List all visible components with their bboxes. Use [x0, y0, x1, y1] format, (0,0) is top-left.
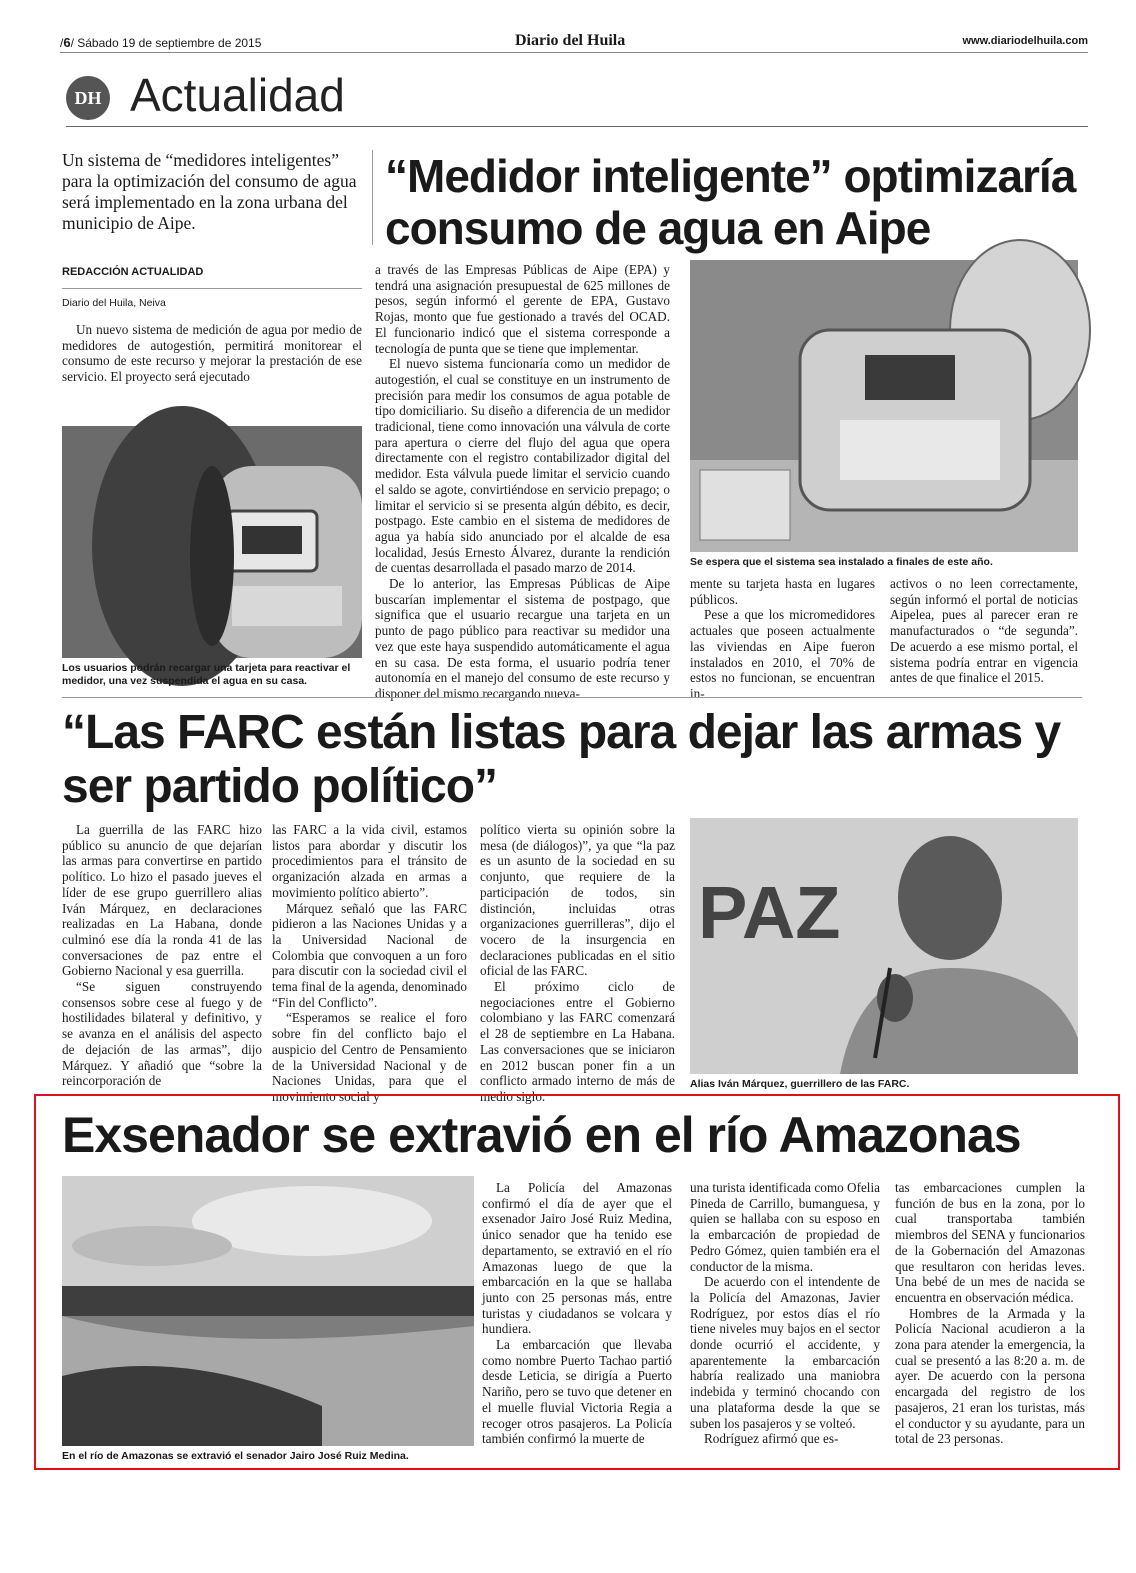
paragraph: De acuerdo con el intendente de la Policía del Amazonas, Javier Rodríguez, por estos días el río tiene niveles muy bajos en el sector donde ocurrió el accidente, y aparentemente la embarcación habría realizado una maniobra indebida y terminó chocando con una plataforma desde la que se suben los pasajeros y se volteó. [690, 1274, 880, 1431]
paragraph: “Esperamos se realice el foro sobre fin del conflicto bajo el auspicio del Centro de Pensamiento de la Universidad Nacional y de Naciones Unidas, para que el movimiento social y [272, 1010, 467, 1104]
paragraph: De lo anterior, las Empresas Públicas de Aipe buscarían implementar el sistema de postpago, que significa que el usuario recargue una tarjeta en un punto de pago público para reactivar su medidor una vez que este haya suspendido automáticamente el agua en su casa. De esta forma, el usuario podría tener autonomía en el manejo del consumo de este recurso y disponer del mismo recargando nueva- [375, 576, 670, 701]
paragraph: El nuevo sistema funcionaría como un medidor de autogestión, el cual se constituye en un instrumento de precisión para medir los consumos de agua potable de tipo domiciliario. Su diseño a diferencia de un medidor tradicional, tiene como innovación una válvula de corte para apertura o cierre del flujo del agua que opera directamente con el registro contabilizador digital del medidor. Esta válvula puede limitar el servicio cuando el saldo se agote, convirtiéndose en servicio prepago; o limitar el servicio si se presenta algún débito, es decir, postpago. Este cambio en el sistema de medidores de agua ya había sido anunciado por el alcalde de esa localidad, Jesús Ernesto Álvarez, durante la rendición de cuentas desarrollada el pasado marzo de 2014. [375, 356, 670, 576]
paragraph: político vierta su opinión sobre la mesa (de diálogos)”, ya que “la paz es un asunto de la sociedad en su conjunto, que requiere de la participación de todos, sin distinción, incluidas otras organizaciones guerrilleras”, dijo el vocero de la insurgencia en declaraciones publicadas en el sitio oficial de las FARC. [480, 822, 675, 979]
article3-col2 [690, 1180, 880, 1450]
page-header [60, 32, 1088, 53]
section-title: Actualidad [130, 69, 345, 121]
paragraph: tas embarcaciones cumplen la función de bus en la zona, por lo cual transportaba también miembros del SENA y funcionarios de la Gobernación del Amazonas que resultaron con heridas leves. Una bebé de un mes de nacida se encuentra en observación médica. [895, 1180, 1085, 1305]
paragraph: La Policía del Amazonas confirmó el día de ayer que el exsenador Jairo José Ruiz Medina, único senador que ha tenido ese departamento, se extravió en el río Amazonas luego de que la embarcación en la que se hallaba junto con 25 personas más, entre turistas y ciudadanos se volcara y hundiera. [482, 1180, 672, 1337]
meter-hand-image [62, 426, 362, 658]
paragraph: mente su tarjeta hasta en lugares públicos. [690, 576, 875, 607]
article1-headline: “Medidor inteligente” optimizaría consumo de agua en Aipe [385, 150, 1076, 254]
article2-col1 [62, 822, 262, 1090]
paragraph: las FARC a la vida civil, estamos listos para abordar y discutir los procedimientos para el tránsito de organización alzada en armas a movimiento político abierto”. [272, 822, 467, 900]
paragraph: activos o no leen correctamente, según informó el portal de noticias Aipelea, pues al parecer eran re manufacturados o “de segunda”. De acuerdo a ese mismo portal, el sistema podría entrar en vigencia antes de que finalice el 2015. [890, 576, 1078, 686]
paragraph: “Se siguen construyendo consensos sobre cese al fuego y de hostilidades bilateral y definitivo, y se avanza en el análisis del aspecto de dejación de las armas”, dijo Márquez. Y añadió que “sobre la reincorporación de [62, 979, 262, 1089]
paragraph: El próximo ciclo de negociaciones entre el Gobierno colombiano y las FARC comenzará el 28 de septiembre en La Habana. Las conversaciones que se iniciaron en 2012 buscan poner fin a un conflicto armado interno de más de medio siglo. [480, 979, 675, 1104]
article1-col4 [890, 576, 1078, 688]
photo-caption: En el río de Amazonas se extravió el senador Jairo José Ruiz Medina. [62, 1450, 409, 1462]
smart-meter-photo [690, 260, 1078, 552]
paragraph: La embarcación que llevaba como nombre Puerto Tachao partió desde Leticia, se dirigía a Puerto Nariño, pero se tuvo que detener en el muelle fluvial Victoria Regia a recoger otros pasajeros. La Policía también confirmó la muerte de [482, 1337, 672, 1447]
paz-sign: PAZ [698, 871, 841, 954]
paragraph: Pese a que los micromedidores actuales que poseen actualmente las viviendas en Aipe fueron instalados en 2010, el 70% de estos no funcionan, se encuentran in- [690, 607, 875, 701]
article2-col3 [480, 822, 675, 1104]
section-header [66, 62, 1088, 127]
divider [62, 288, 362, 289]
article3-headline: Exsenador se extravió en el río Amazonas [62, 1107, 1021, 1163]
ivan-marquez-image [690, 818, 1078, 1074]
article2-col2 [272, 822, 467, 1104]
paragraph: La guerrilla de las FARC hizo público su anuncio de que dejarían las armas para convertirse en partido político. Lo hizo el pasado jueves el líder de ese grupo guerrillero alias Iván Márquez, en declaraciones realizadas en La Habana, donde culminó ese día la ronda 41 de las conversaciones de paz entre el Gobierno Nacional y esa guerrilla. [62, 822, 262, 979]
paragraph: a través de las Empresas Públicas de Aipe (EPA) y tendrá una asignación presupuestal de 625 millones de pesos, según informó el gerente de EPA, Gustavo Rojas, monto que fue gestionado a través del OCAD. El funcionario indicó que el sistema corresponde a tecnología de punta que se tiene que implementar. [375, 262, 670, 356]
article1-col2 [375, 262, 670, 701]
article3-col1 [482, 1180, 672, 1450]
meter-hand-photo [62, 426, 362, 658]
paragraph: Un nuevo sistema de medición de agua por medio de medidores de autogestión, permitirá monitorear el consumo de este recurso y mejorar la prestación de ese servicio. El proyecto será ejecutado [62, 322, 362, 385]
paragraph: Rodríguez afirmó que es- [704, 1431, 839, 1447]
newspaper-name: Diario del Huila [515, 32, 626, 49]
article1-col3 [690, 576, 875, 701]
paragraph: una turista identificada como Ofelia Pineda de Carrillo, bumanguesa, y quien se hallaba con su esposo en la embarcación de propiedad de Pedro Gómez, quien también era el conductor de la misma. [690, 1180, 880, 1274]
photo-caption: Se espera que el sistema sea instalado a finales de este año. [690, 556, 993, 568]
divider [62, 697, 1082, 698]
photo-caption: Alias Iván Márquez, guerrillero de las FARC. [690, 1078, 910, 1090]
divider [372, 150, 373, 245]
website-url: www.diariodelhuila.com [962, 35, 1088, 47]
smart-meter-image [690, 260, 1078, 552]
paragraph: Márquez señaló que las FARC pidieron a las Naciones Unidas y a la Universidad Nacional de Colombia que convoquen a un foro para discutir con la sociedad civil el tema final de la agenda, denominado “Fin del Conflicto”. [272, 900, 467, 1010]
paragraph: Hombres de la Armada y la Policía Nacional acudieron a la zona para atender la emergencia, la cual se presentó a las 8:20 a. m. de ayer. De acuerdo con la persona encargada del registro de los pasajeros, 21 eran los turistas, más el conductor y su ayudante, para un total de 23 personas. [895, 1305, 1085, 1447]
ivan-marquez-photo [690, 818, 1078, 1074]
byline: REDACCIÓN ACTUALIDAD [62, 266, 204, 278]
article1-col1 [62, 322, 362, 418]
article3-col3 [895, 1180, 1085, 1450]
article1-lead: Un sistema de “medidores inteligentes” para la optimización del consumo de agua será implementado en la zona urbana del municipio de Aipe. [62, 150, 357, 233]
article2-headline: “Las FARC están listas para dejar las armas y ser partido político” [62, 706, 1061, 813]
dateline: Diario del Huila, Neiva [62, 297, 166, 309]
amazon-river-image [62, 1176, 474, 1446]
page-number-date: /6/ Sábado 19 de septiembre de 2015 [60, 35, 262, 50]
amazon-river-photo [62, 1176, 474, 1446]
dh-logo: DH [66, 76, 110, 120]
photo-caption: Los usuarios podrán recargar una tarjeta para reactivar el medidor, una vez suspendida el agua en su casa. [62, 662, 351, 687]
